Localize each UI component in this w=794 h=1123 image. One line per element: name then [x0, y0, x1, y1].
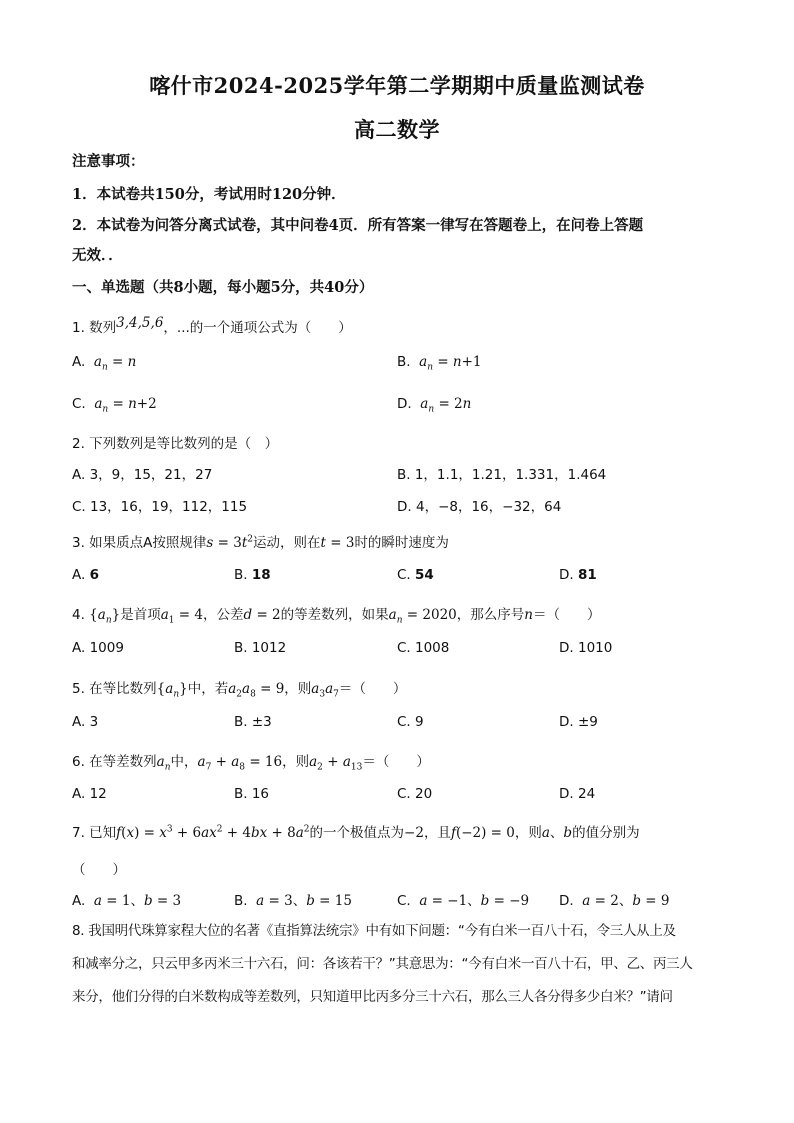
question-2: 2. 下列数列是等比数列的是（ ） [72, 436, 279, 452]
q2-option-a: A. 3，9，15，21，27 [72, 467, 213, 483]
q4-option-d: D. 1010 [559, 640, 613, 656]
question-7-paren: （ ） [72, 862, 126, 878]
q4-option-b: B. 1012 [234, 640, 287, 656]
q5-option-a: A. 3 [72, 714, 99, 730]
q1-option-d: D. $a_n = 2n$ [397, 396, 472, 415]
q3-option-a: A. 6 [72, 567, 99, 583]
q5-option-b: B. ±3 [234, 714, 272, 730]
q2-option-d: D. 4，−8，16，−32，64 [397, 499, 562, 515]
q7-option-d: D. a = 2、b = 9 [559, 893, 670, 909]
q1-option-b: B. $a_n = n+1$ [397, 354, 482, 373]
q7-option-a: A. a = 1、b = 3 [72, 893, 182, 909]
question-8 [72, 915, 722, 1014]
question-3: 3. 如果质点A按照规律$s = 3t^2$运动，则在t = 3时的瞬时速度为 [72, 534, 449, 551]
question-8-line-1: 8. 我国明代珠算家程大位的名著《直指算法统宗》中有如下问题：“今有白米一百八十石，令三人从上及 [72, 923, 676, 939]
question-4: 4. $\{a_n\}$是首项$a_1 = 4$，公差d = 2的等差数列，如果$a_n = 2020$，那么序号n＝（ ） [72, 607, 601, 626]
notice-item-2: 2．本试卷为问答分离式试卷，其中问卷4页．所有答案一律写在答题卷上，在问卷上答题 [72, 217, 644, 234]
q6-option-d: D. 24 [559, 786, 596, 802]
q7-option-b: B. a = 3、b = 15 [234, 893, 352, 909]
q2-option-b: B. 1，1.1，1.21，1.331，1.464 [397, 467, 607, 483]
q6-option-c: C. 20 [397, 786, 433, 802]
q1-option-c: C. $a_n = n+2$ [72, 396, 157, 415]
q5-option-c: C. 9 [397, 714, 424, 730]
q3-option-d: D. 81 [559, 567, 597, 583]
q7-option-c: C. a = −1、b = −9 [397, 893, 530, 909]
q5-option-d: D. ±9 [559, 714, 598, 730]
notice-heading: 注意事项： [72, 153, 145, 170]
notice-item-1: 1．本试卷共150分，考试用时120分钟． [72, 186, 346, 203]
q3-option-b: B. 18 [234, 567, 271, 583]
exam-title: 喀什市2024-2025学年第二学期期中质量监测试卷 [149, 73, 645, 98]
q4-option-c: C. 1008 [397, 640, 450, 656]
question-8-line-3: 来分，他们分得的白米数构成等差数列，只知道甲比丙多分三十六石，那么三人各分得多少白米？”请问 [72, 989, 673, 1005]
notice-item-2-cont: 无效．． [72, 247, 123, 264]
q1-option-a: A. $a_n = n$ [72, 354, 137, 373]
question-5: 5. 在等比数列$\{a_n\}$中，若$a_2a_8 = 9$，则$a_3a_7=$（ ） [72, 681, 407, 700]
section-heading: 一、单选题（共8小题，每小题5分，共40分） [72, 279, 374, 296]
question-1: 1. 数列3,4,5,6，...的一个通项公式为（ ） [72, 315, 352, 336]
q2-option-c: C. 13，16，19，112，115 [72, 499, 248, 515]
question-8-line-2: 和减率分之，只云甲多丙米三十六石，问：各该若干？”其意思为：“今有白米一百八十石，甲、乙、丙三人 [72, 956, 693, 972]
question-7: 7. 已知$f(x) = x^3 + 6ax^2 + 4bx + 8a^2$的一个极值点为−2，且f(−2) = 0，则a、b的值分别为 [72, 824, 640, 841]
q6-option-b: B. 16 [234, 786, 270, 802]
q3-option-c: C. 54 [397, 567, 434, 583]
q4-option-a: A. 1009 [72, 640, 124, 656]
exam-subtitle: 高二数学 [354, 117, 440, 142]
question-6: 6. 在等差数列$a_n$中，$a_7 + a_8 = 16$，则$a_2 + a_{13}=$（ ） [72, 754, 430, 773]
q6-option-a: A. 12 [72, 786, 107, 802]
